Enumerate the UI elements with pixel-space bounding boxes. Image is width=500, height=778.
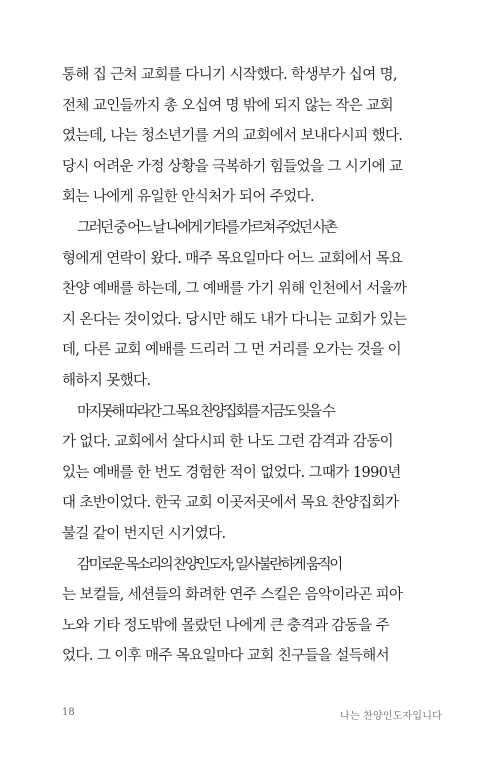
text-line: 형에게 연락이 왔다. 매주 목요일마다 어느 교회에서 목요: [62, 250, 403, 267]
text-line: 였는데, 나는 청소년기를 거의 교회에서 보내다시피 했다.: [62, 128, 403, 145]
body-text: [62, 60, 442, 672]
text-line: 해하지 못했다.: [62, 372, 151, 389]
page-number: 18: [62, 707, 75, 718]
text-line: 가 없다. 교회에서 살다시피 한 나도 그런 감격과 감동이: [62, 434, 394, 451]
paragraph-1: [62, 60, 442, 213]
text-line: 마지못해 따라간 그 목요 찬양집회를 지금도 잊을 수: [77, 403, 334, 420]
text-line: 지 온다는 것이었다. 당시만 해도 내가 다니는 교회가 있는: [62, 311, 407, 328]
paragraph-3: [62, 397, 442, 550]
paragraph-4: [62, 550, 442, 672]
text-line: 는 보컬들, 세션들의 화려한 연주 스킬은 음악이라곤 피아: [62, 587, 403, 604]
text-line: 통해 집 근처 교회를 다니기 시작했다. 학생부가 십여 명,: [62, 67, 398, 83]
text-line: 불길 같이 번지던 시기였다.: [62, 525, 226, 542]
page-footer: [62, 707, 442, 723]
text-line: 있는 예배를 한 번도 경험한 적이 없었다. 그때가 1990년: [62, 464, 401, 481]
text-line: 노와 기타 정도밖에 몰랐던 나에게 큰 충격과 감동을 주: [62, 617, 390, 634]
text-line: 었다. 그 이후 매주 목요일마다 교회 친구들을 설득해서: [62, 648, 390, 665]
text-line: 대 초반이었다. 한국 교회 이곳저곳에서 목요 찬양집회가: [62, 495, 399, 512]
text-line: 전체 교인들까지 총 오십여 명 밖에 되지 않는 작은 교회: [62, 97, 394, 114]
text-line: 당시 어려운 가정 상황을 극복하기 힘들었을 그 시기에 교: [62, 158, 403, 175]
text-line: 데, 다른 교회 예배를 드리러 그 먼 거리를 오가는 것을 이: [62, 342, 402, 359]
running-head: 나는 찬양인도자입니다: [340, 711, 442, 722]
text-line: 찬양 예배를 하는데, 그 예배를 가기 위해 인천에서 서울까: [62, 281, 407, 298]
text-line: 그러던 중 어느 날 나에게 기타를 가르쳐 주었던 사촌: [77, 219, 336, 236]
paragraph-2: [62, 213, 442, 397]
text-line: 감미로운 목소리의 찬양인도자, 일사불란하게 움직이: [77, 556, 341, 573]
text-line: 회는 나에게 유일한 안식처가 되어 주었다.: [62, 189, 314, 206]
